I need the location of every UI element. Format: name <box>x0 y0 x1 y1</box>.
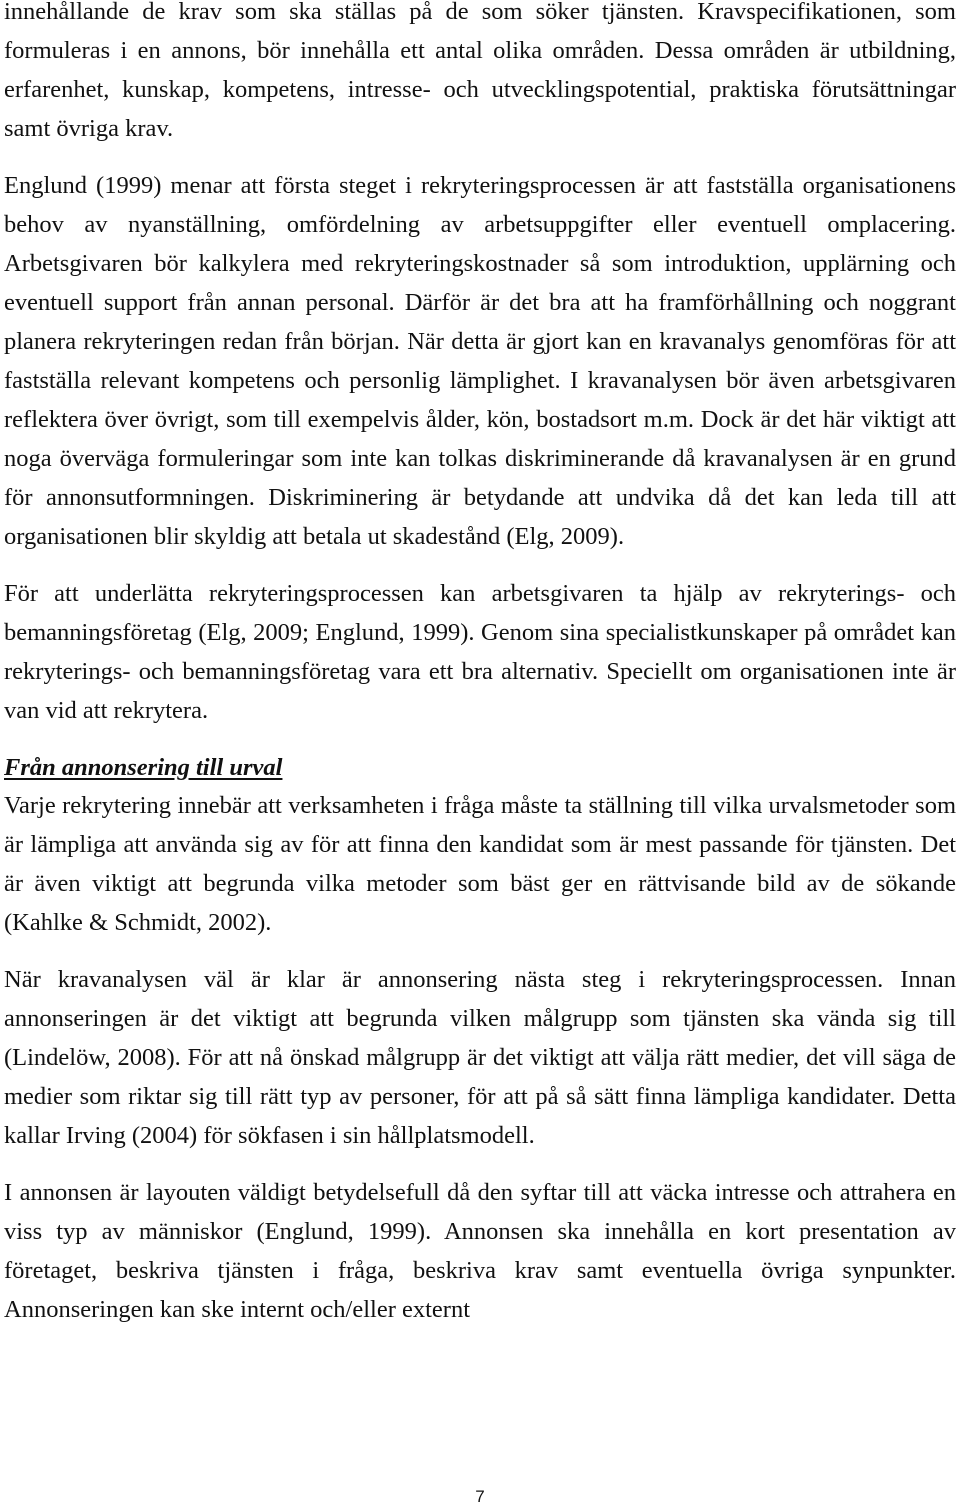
document-page <box>4 0 956 1329</box>
paragraph-requirements-spec: innehållande de krav som ska ställas på de som söker tjänsten. Kravspecifikationen, som formuleras i en annons, bör innehålla ett antal olika områden. Dessa områden är utbildning, erfarenhet, kunskap, kompetens, intresse- och utvecklingspotential, praktiska förutsättningar samt övriga krav. <box>4 0 956 142</box>
paragraph-recruitment-agencies: För att underlätta rekryteringsprocessen kan arbetsgivaren ta hjälp av rekryterings- och bemanningsföretag (Elg, 2009; Englund, 1999). Genom sina specialistkunskaper på området kan rekryterings- och bemanningsföretag vara ett bra alternativ. Speciellt om organisationen inte är van vid att rekrytera. <box>4 580 956 724</box>
paragraph-advertising-step: När kravanalysen väl är klar är annonsering nästa steg i rekryteringsprocessen. Innan annonseringen är det viktigt att begrunda vilken målgrupp som tjänsten ska vända sig till (Lindelöw, 2008). För att nå önskad målgrupp är det viktigt att välja rätt medier, det vill säga de medier som riktar sig till rätt typ av personer, för att på så sätt finna lämpliga kandidater. Detta kallar Irving (2004) för sökfasen i sin hållplatsmodell. <box>4 966 956 1149</box>
paragraph-englund-1999: Englund (1999) menar att första steget i rekryteringsprocessen är att fastställa organisationens behov av nyanställning, omfördelning av arbetsuppgifter eller eventuell omplacering. Arbetsgivaren bör kalkylera med rekryteringskostnader så som introduktion, upplärning och eventuell support från annan personal. Därför är det bra att ha framförhållning och noggrant planera rekryteringen redan från början. När detta är gjort kan en kravanalys genomföras för att fastställa relevant kompetens och personlig lämplighet. I kravanalysen bör även arbetsgivaren reflektera över övrigt, som till exempelvis ålder, kön, bostadsort m.m. Dock är det här viktigt att noga överväga formuleringar som inte kan tolkas diskriminerande då kravanalysen är en grund för annonsutformningen. Diskriminering är betydande att undvika då det kan leda till att organisationen blir skyldig att betala ut skadestånd (Elg, 2009). <box>4 172 956 550</box>
paragraph-selection-methods: Varje rekrytering innebär att verksamheten i fråga måste ta ställning till vilka urvalsmetoder som är lämpliga att använda sig av för att finna den kandidat som är mest passande för tjänsten. Det är även viktigt att begrunda vilka metoder som bäst ger en rättvisande bild av de sökande (Kahlke & Schmidt, 2002). <box>4 792 956 936</box>
section-heading: Från annonsering till urval <box>4 754 283 781</box>
paragraph-advertisement-layout: I annonsen är layouten väldigt betydelsefull då den syftar till att väcka intresse och attrahera en viss typ av människor (Englund, 1999). Annonsen ska innehålla en kort presentation av företaget, beskriva tjänsten i fråga, beskriva krav samt eventuella övriga synpunkter. Annonseringen kan ske internt och/eller externt <box>4 1179 956 1323</box>
page-number: 7 <box>475 1487 485 1506</box>
